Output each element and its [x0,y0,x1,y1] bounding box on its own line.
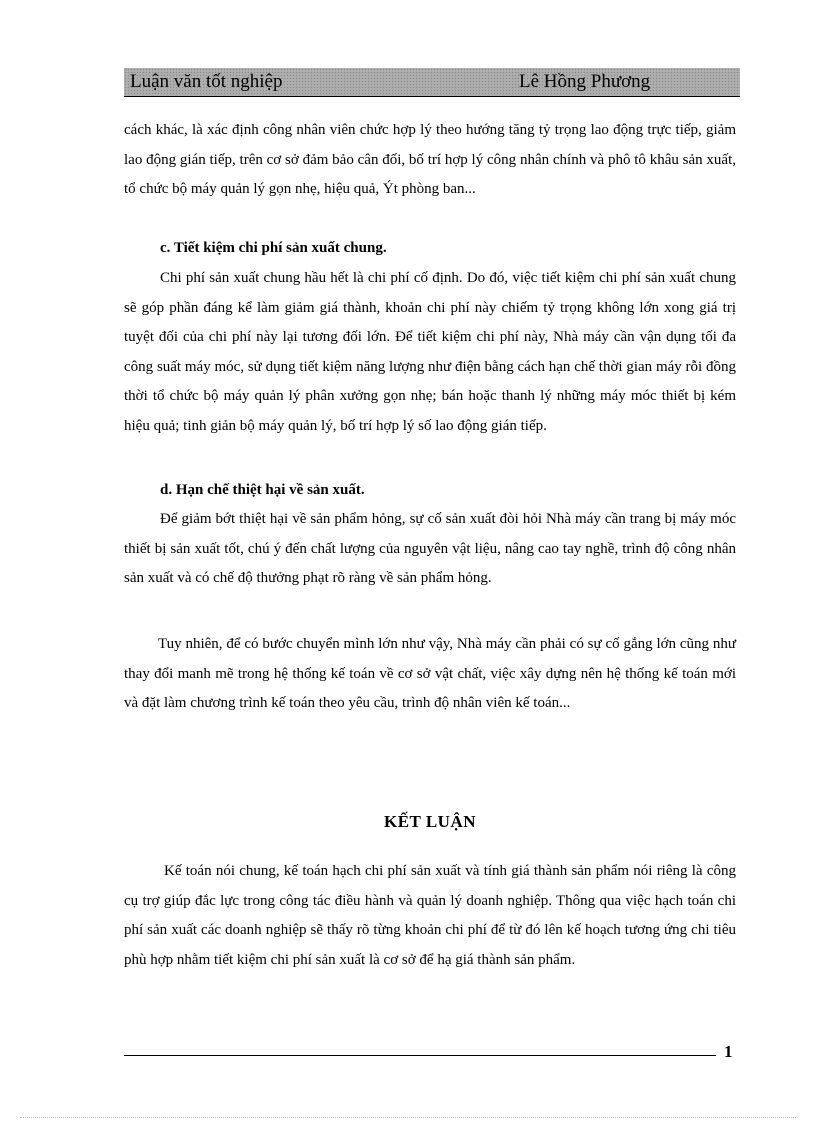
header-author-name: Lê Hồng Phương [519,71,651,92]
paragraph-general-production-cost: Chi phí sản xuất chung hầu hết là chi phí cố định. Do đó, việc tiết kiệm chi phí sản xuất chung sẽ góp phần đáng kể làm giảm giá thành, khoản chi phí này chiếm tỷ trọng không lớn xong giá trị tuyệt đối của chi phí này lại tương đối lớn. Để tiết kiệm chi phí này, Nhà máy cần vận dụng tối đa công suất máy móc, sử dụng tiết kiệm năng lượng như điện bằng cách hạn chế thời gian máy rỗi đồng thời tổ chức bộ máy quản lý phân xưởng gọn nhẹ; bán hoặc thanh lý những máy móc thiết bị kém hiệu quả; tinh giản bộ máy quản lý, bố trí hợp lý số lao động gián tiếp. [124,270,736,434]
footer-divider [124,1055,716,1056]
paragraph-production-damage: Để giảm bớt thiệt hại về sản phẩm hỏng, sự cố sản xuất đòi hỏi Nhà máy cần trang bị máy móc thiết bị sản xuất tốt, chú ý đến chất lượng của nguyên vật liệu, nâng cao tay nghề, trình độ công nhân sản xuất và có chế độ thưởng phạt rõ ràng về sản phẩm hỏng. [124,511,736,586]
page-number: 1 [724,1042,733,1061]
paragraph-conclusion: Kế toán nói chung, kế toán hạch chi phí sản xuất và tính giá thành sản phẩm nói riêng là công cụ trợ giúp đắc lực trong công tác điều hành và quản lý doanh nghiệp. Thông qua việc hạch toán chi phí sản xuất các doanh nghiệp sẽ thấy rõ từng khoản chi phí để từ đó lên kế hoạch tương ứng chi tiêu phù hợp nhằm tiết kiệm chi phí sản xuất là cơ sở để hạ giá thành sản phẩm. [124,863,736,968]
conclusion-heading: KẾT LUẬN [383,812,476,831]
page-bottom-border [20,1117,796,1118]
heading-general-production-cost: c. Tiết kiệm chi phí sản xuất chung. [160,240,387,256]
running-header [124,68,740,97]
heading-production-damage: d. Hạn chế thiệt hại về sản xuất. [160,482,365,498]
paragraph-accounting-system-change: Tuy nhiên, để có bước chuyển mình lớn như vậy, Nhà máy cần phải có sự cố gắng lớn cũng như thay đổi manh mẽ trong hệ thống kế toán về cơ sở vật chất, việc xây dựng nên hệ thống kế toán mới và đặt làm chương trình kế toán theo yêu cầu, trình độ nhân viên kế toán... [124,636,736,711]
header-thesis-title: Luận văn tốt nghiệp [130,71,283,92]
paragraph-labor-cost: cách khác, là xác định công nhân viên chức hợp lý theo hướng tăng tỷ trọng lao động trực tiếp, giảm lao động gián tiếp, trên cơ sở đảm bảo cân đối, bố trí hợp lý công nhân chính và phô tô khâu sản xuất, tổ chức bộ máy quản lý gọn nhẹ, hiệu quả, Ýt phòng ban... [124,122,736,197]
